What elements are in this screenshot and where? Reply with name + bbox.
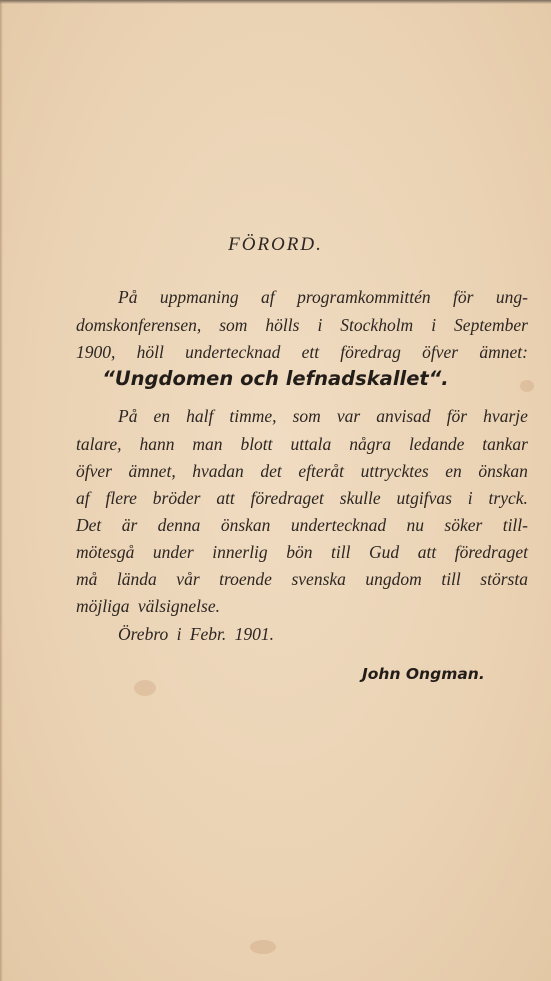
word: Det (76, 515, 102, 535)
word: uttala (290, 434, 332, 454)
word: som (292, 406, 321, 426)
lecture-subject: “Ungdomen och lefnadskallet“. (102, 367, 449, 390)
word: På (118, 287, 138, 307)
text-line (0, 315, 551, 336)
paper-stain (250, 940, 276, 954)
word: höll (136, 342, 164, 362)
word: största (480, 569, 528, 589)
word: föredrag (340, 342, 401, 362)
text-line (0, 406, 551, 427)
word: nu (406, 515, 424, 535)
word: undertecknad (290, 515, 387, 535)
word: hölls (265, 315, 300, 335)
word: programkommittén (297, 287, 431, 307)
text-line (0, 434, 551, 455)
word: uppmaning (159, 287, 239, 307)
word: för (446, 406, 468, 426)
word: uttrycktes (360, 461, 429, 481)
text-line (0, 342, 551, 363)
word: tryck. (488, 488, 528, 508)
word: söker (444, 515, 483, 535)
word: hann (139, 434, 175, 454)
word: anvisad (376, 406, 431, 426)
word: man (192, 434, 223, 454)
text-line (0, 569, 551, 590)
word: troende (219, 569, 272, 589)
word: till- (502, 515, 528, 535)
word: en (153, 406, 171, 426)
word: må (76, 569, 98, 589)
word: några (349, 434, 392, 454)
word: önskan (478, 461, 528, 481)
word: bön (286, 542, 313, 562)
word: öfver (76, 461, 112, 481)
word: ungdom (365, 569, 422, 589)
word: svenska (291, 569, 346, 589)
word: som (219, 315, 248, 335)
word: till (441, 569, 461, 589)
word: timme, (229, 406, 277, 426)
word: ett (301, 342, 320, 362)
word: efteråt (298, 461, 345, 481)
word: Gud (369, 542, 400, 562)
signature: John Ongman. (362, 665, 485, 683)
text-line (0, 515, 551, 536)
word: till (331, 542, 351, 562)
word: domskonferensen, (76, 315, 202, 335)
word: ämnet, (128, 461, 176, 481)
word: föredraget (250, 488, 324, 508)
word: öfver (422, 342, 459, 362)
word: under (152, 542, 194, 562)
word: skulle (339, 488, 381, 508)
word: talare, (76, 434, 122, 454)
text-line (0, 488, 551, 509)
word: föredraget (454, 542, 528, 562)
text-line (0, 287, 551, 308)
text-line: möjliga välsignelse. (76, 596, 220, 616)
word: ämnet: (479, 342, 528, 362)
word: är (121, 515, 138, 535)
word: af (261, 287, 275, 307)
word: ung- (495, 287, 528, 307)
text-line (0, 461, 551, 482)
word: På (118, 406, 138, 426)
word: flere (105, 488, 137, 508)
word: för (453, 287, 474, 307)
word: det (260, 461, 282, 481)
word: ledande (408, 434, 465, 454)
word: i (431, 315, 437, 335)
word: innerlig (212, 542, 268, 562)
word: mötesgå (76, 542, 135, 562)
word: tankar (482, 434, 528, 454)
page-top-edge (0, 0, 551, 4)
word: vår (176, 569, 200, 589)
paper-stain (134, 680, 156, 696)
word: hvadan (192, 461, 244, 481)
word: en (445, 461, 462, 481)
word: att (216, 488, 235, 508)
word: half (186, 406, 214, 426)
word: i (317, 315, 323, 335)
word: Stockholm (340, 315, 414, 335)
word: September (454, 315, 528, 335)
word: utgifvas (396, 488, 452, 508)
word: denna (157, 515, 201, 535)
word: af (76, 488, 90, 508)
word: i (467, 488, 473, 508)
place-date: Örebro i Febr. 1901. (118, 624, 275, 644)
word: lända (116, 569, 157, 589)
word: 1900, (76, 342, 116, 362)
text-line (0, 542, 551, 563)
word: undertecknad (185, 342, 281, 362)
word: var (336, 406, 361, 426)
page-title: FÖRORD. (228, 234, 323, 255)
word: hvarje (483, 406, 528, 426)
word: bröder (152, 488, 201, 508)
word: blott (240, 434, 273, 454)
word: önskan (220, 515, 271, 535)
word: att (417, 542, 437, 562)
